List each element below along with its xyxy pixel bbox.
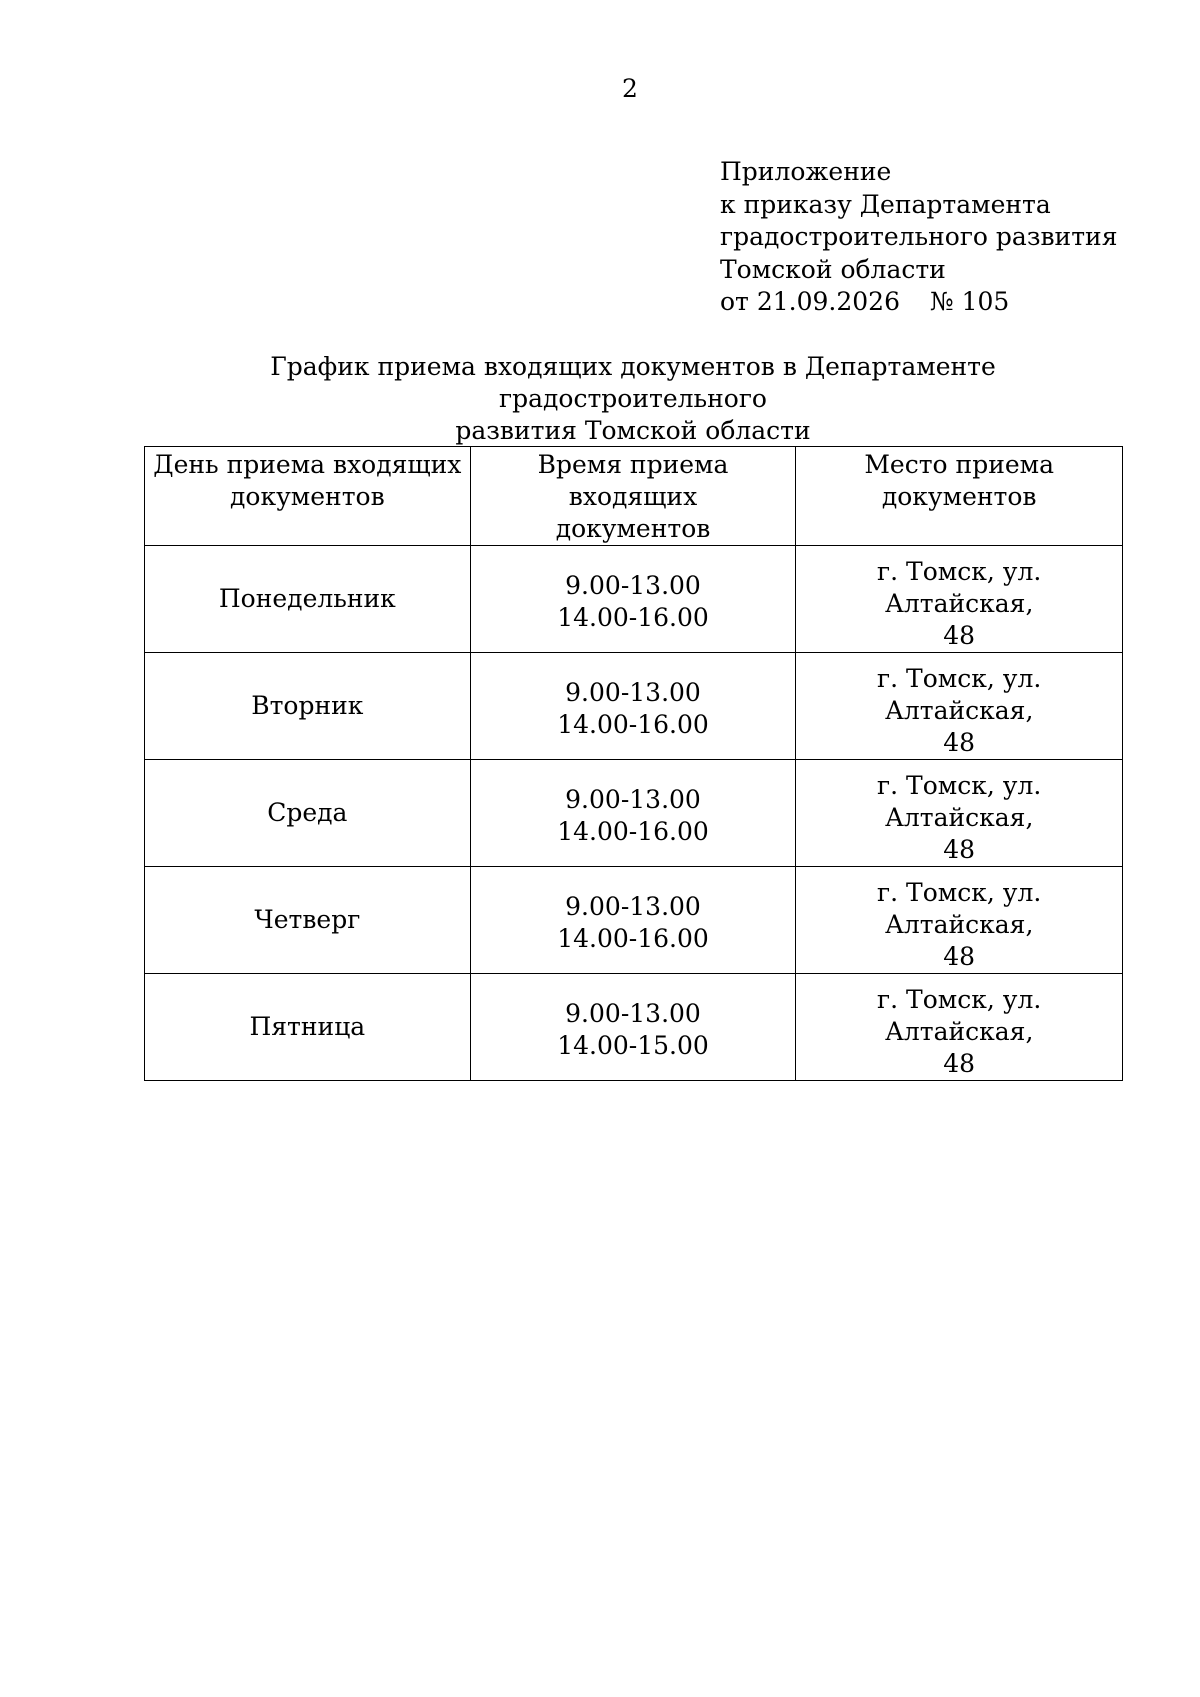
schedule-table [144,446,1123,1081]
time-range: 14.00-16.00 [557,710,709,739]
table-row [145,867,1123,974]
place-address: г. Томск, ул. Алтайская, [877,985,1042,1046]
place-house-number: 48 [943,621,976,650]
table-row [145,653,1123,760]
place-house-number: 48 [943,942,976,971]
appendix-date-line [720,286,1117,319]
day-cell: Среда [145,760,471,867]
place-cell [796,867,1123,974]
order-date: от 21.09.2026 [720,287,900,316]
place-cell [796,653,1123,760]
place-address: г. Томск, ул. Алтайская, [877,557,1042,618]
day-cell: Четверг [145,867,471,974]
place-address: г. Томск, ул. Алтайская, [877,664,1042,725]
header-place-line-1: Место приема [864,450,1055,479]
time-cell [470,867,796,974]
time-range: 14.00-15.00 [557,1031,709,1060]
header-place [796,447,1123,546]
day-cell: Пятница [145,974,471,1081]
header-day-line-1: День приема входящих [153,450,462,479]
title-line-2: развития Томской области [455,416,811,445]
place-house-number: 48 [943,728,976,757]
document-title [145,351,1121,447]
order-number: № 105 [929,287,1010,316]
title-line-1: График приема входящих документов в Департаменте градостроительного [270,352,996,413]
header-time-line-2: документов [555,514,711,543]
header-place-line-2: документов [881,482,1037,511]
appendix-line-3: градостроительного развития [720,222,1118,251]
time-cell [470,974,796,1081]
header-time-line-1: Время приема входящих [537,450,729,511]
header-day-line-2: документов [230,482,385,511]
time-range: 9.00-13.00 [565,678,701,707]
time-range: 9.00-13.00 [565,571,701,600]
place-address: г. Томск, ул. Алтайская, [877,771,1042,832]
place-house-number: 48 [943,835,976,864]
time-range: 9.00-13.00 [565,785,701,814]
time-range: 14.00-16.00 [557,924,709,953]
header-day [145,447,471,546]
time-cell [470,653,796,760]
appendix-line-4: Томской области [720,254,946,284]
place-house-number: 48 [943,1049,976,1078]
page-number: 2 [622,74,638,103]
day-cell: Понедельник [145,546,471,653]
place-cell [796,974,1123,1081]
table-row [145,974,1123,1081]
place-address: г. Томск, ул. Алтайская, [877,878,1042,939]
time-range: 14.00-16.00 [557,603,709,632]
appendix-line-2: к приказу Департамента [720,189,1051,219]
place-cell [796,760,1123,867]
time-range: 9.00-13.00 [565,999,701,1028]
appendix-block [720,156,1117,319]
time-range: 14.00-16.00 [557,817,709,846]
time-range: 9.00-13.00 [565,892,701,921]
table-header-row [145,447,1123,546]
place-cell [796,546,1123,653]
appendix-line-1: Приложение [720,157,892,186]
day-cell: Вторник [145,653,471,760]
time-cell [470,546,796,653]
header-time [470,447,796,546]
table-row [145,760,1123,867]
table-row [145,546,1123,653]
time-cell [470,760,796,867]
